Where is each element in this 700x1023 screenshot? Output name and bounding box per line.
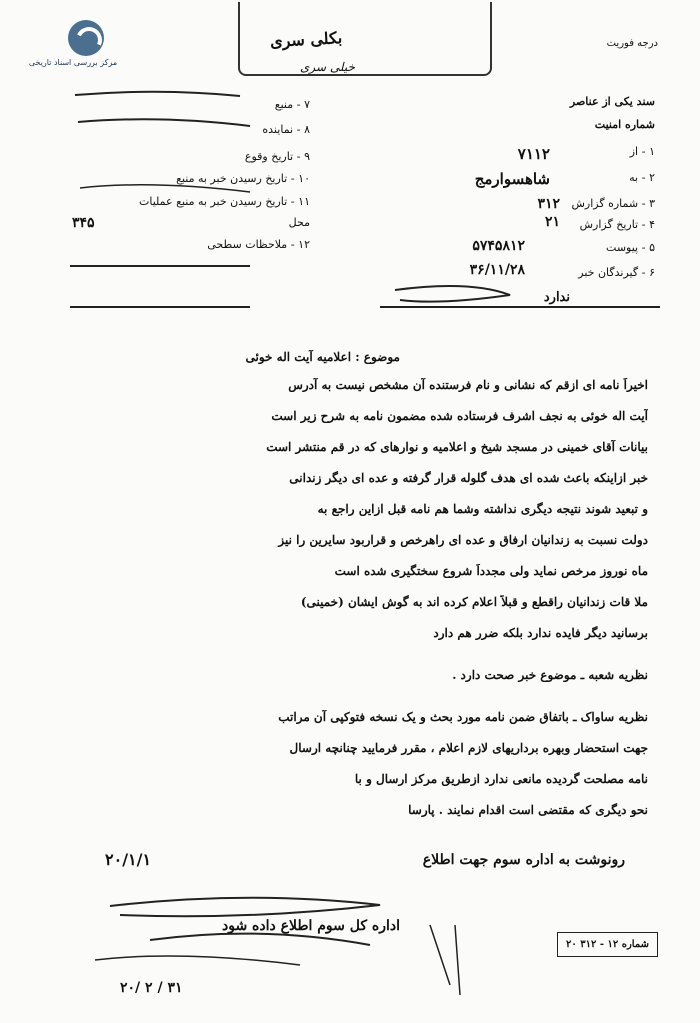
body-line: ماه نوروز مرخص نماید ولی مجدداً شروع سختگیری شده است bbox=[334, 564, 648, 578]
meta-left-6: محل bbox=[288, 216, 310, 229]
meta-left-7: ۱۲ - ملاحظات سطحی bbox=[207, 238, 310, 251]
savak-opinion-line: نظریه ساواک ـ باتفاق ضمن نامه مورد بحث و یک نسخه فتوکپی آن مراتب bbox=[278, 710, 648, 724]
signature-stroke bbox=[95, 956, 300, 965]
body-line: بیانات آقای خمینی در مسجد شیخ و اعلامیه و نوارهای که در قم منتشر است bbox=[266, 440, 648, 454]
savak-opinion-line: نحو دیگری که مقتضی است اقدام نمایند . پارسا bbox=[408, 803, 648, 817]
handwritten-date: ۲۰/۱/۱ bbox=[105, 850, 152, 869]
branch-opinion: نظریه شعبه ـ موضوع خبر صحت دارد . bbox=[452, 668, 648, 682]
savak-opinion-line: جهت استحضار وبهره برداریهای لازم اعلام ، مقرر فرمایید چنانچه ارسال bbox=[289, 741, 648, 755]
meta-left-value: ۳۴۵ bbox=[72, 215, 95, 231]
meta-value-5: ۵۷۴۵۸۱۲ bbox=[472, 238, 525, 254]
signature-stroke bbox=[110, 898, 380, 917]
meta-row-3: ۱ - از bbox=[629, 145, 655, 158]
body-line: و تبعید شوند نتیجه دیگری نداشته وشما هم نامه قبل ازاین راجع به bbox=[317, 502, 648, 516]
signature-stroke bbox=[150, 934, 370, 945]
meta-left-3: ۹ - تاریخ وقوع bbox=[244, 150, 310, 163]
meta-row-8: ۶ - گیرندگان خبر bbox=[578, 266, 655, 279]
meta-row-7: ۵ - پیوست bbox=[606, 241, 655, 254]
meta-left-2: ۸ - نماینده bbox=[262, 123, 310, 136]
meta-left-4: ۱۰ - تاریخ رسیدن خبر به منبع bbox=[176, 172, 310, 185]
archive-name: مرکز بررسی اسناد تاریخی bbox=[28, 58, 118, 67]
body-line: اخیراً نامه ای ازقم که نشانی و نام فرستنده آن مشخص نیست به آدرس bbox=[288, 378, 648, 392]
meta-value-6: ۳۶/۱۱/۲۸ bbox=[469, 262, 525, 278]
meta-left-1: ۷ - منبع bbox=[274, 98, 310, 111]
meta-value-1: ۷۱۱۲ bbox=[517, 145, 550, 163]
meta-row-2: شماره امنیت bbox=[594, 118, 655, 131]
body-line: خبر ازاینکه باعث شده ای هدف گلوله قرار گرفته و عده ای دیگر زندانی bbox=[289, 471, 648, 485]
meta-row-4: ۲ - به bbox=[629, 171, 655, 184]
urgency-label: درجه فوریت bbox=[606, 38, 658, 49]
meta-value-2: شاهسوارمج bbox=[474, 170, 550, 188]
meta-value-7: ندارد bbox=[543, 290, 570, 305]
meta-left-5: ۱۱ - تاریخ رسیدن خبر به منبع عملیات bbox=[139, 195, 310, 208]
savak-opinion-line: نامه مصلحت گردیده مانعی ندارد ازطریق مرکز ارسال و با bbox=[354, 772, 648, 786]
meta-value-3: ۳۱۲ bbox=[537, 196, 560, 212]
registry-stamp: شماره ۱۲ - ۳۱۲ ۲۰ bbox=[557, 932, 658, 957]
handwritten-note-1: رونوشت به اداره سوم جهت اطلاع bbox=[422, 852, 625, 868]
signature-stroke bbox=[430, 925, 460, 995]
handwritten-note-2: اداره کل سوم اطلاع داده شود bbox=[221, 918, 400, 934]
stamp-subtitle: خیلی سری bbox=[300, 60, 355, 74]
scribble-stroke bbox=[75, 92, 240, 96]
handwritten-number: ۳۱ / ۲ /۲۰ bbox=[120, 980, 183, 996]
body-line: دولت نسبت به زندانیان ارفاق و عده ای راهرخص و قراربود سایرین را نیز bbox=[278, 533, 648, 547]
scribble-stroke bbox=[395, 286, 510, 302]
body-line: آیت اله خوئی به نجف اشرف فرستاده شده مضمون نامه به شرح زیر است bbox=[271, 409, 648, 423]
subject-line: موضوع : اعلامیه آیت اله خوئی bbox=[245, 350, 400, 364]
meta-row-1: سند یکی از عناصر bbox=[569, 95, 655, 108]
scribble-stroke bbox=[78, 119, 250, 126]
meta-row-5: ۳ - شماره گزارش bbox=[571, 197, 655, 210]
stamp-title: بکلی سری bbox=[269, 28, 343, 51]
meta-value-4: ۲۱ bbox=[544, 214, 560, 230]
meta-row-6: ۴ - تاریخ گزارش bbox=[579, 218, 655, 231]
scribble-stroke bbox=[80, 185, 250, 192]
body-line: برسانید دیگر فایده ندارد بلکه ضرر هم دارد bbox=[433, 626, 648, 640]
body-line: ملا قات زندانیان راقطع و قبلاً اعلام کرده اند به گوش ایشان (خمینی) bbox=[300, 595, 648, 609]
